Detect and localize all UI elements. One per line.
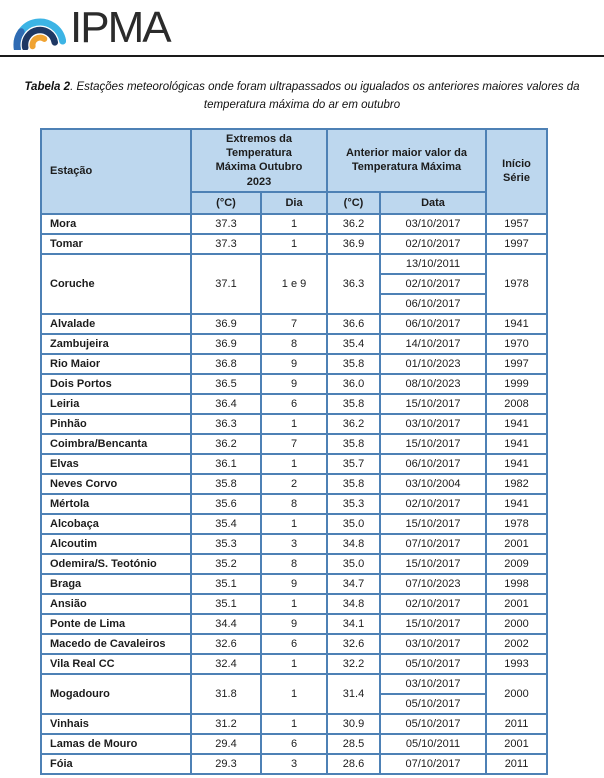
max-temp-cell: 36.1: [191, 454, 261, 474]
prev-temp-cell: 31.4: [327, 674, 380, 714]
series-start-cell: 1941: [486, 414, 547, 434]
prev-date-cell: 05/10/2017: [380, 694, 486, 714]
prev-temp-cell: 36.9: [327, 234, 380, 254]
prev-date-cell: 05/10/2017: [380, 714, 486, 734]
max-temp-cell: 36.3: [191, 414, 261, 434]
ipma-rainbow-icon: [8, 4, 66, 50]
table-caption-label: Tabela 2: [24, 81, 71, 93]
max-temp-cell: 29.4: [191, 734, 261, 754]
series-start-cell: 2009: [486, 554, 547, 574]
day-cell: 9: [261, 374, 327, 394]
table-row: [41, 734, 547, 754]
prev-date-cell: 15/10/2017: [380, 514, 486, 534]
prev-temp-cell: 32.6: [327, 634, 380, 654]
prev-temp-cell: 36.2: [327, 414, 380, 434]
header-group-extremes-2023: Extremos da Temperatura Máxima Outubro 2023: [191, 129, 327, 192]
prev-date-cell: 03/10/2004: [380, 474, 486, 494]
logo-arc-inner: [31, 37, 45, 47]
table-row: [41, 594, 547, 614]
series-start-cell: 1997: [486, 354, 547, 374]
max-temp-cell: 36.4: [191, 394, 261, 414]
table-row: [41, 754, 547, 774]
prev-date-cell: 05/10/2017: [380, 654, 486, 674]
day-cell: 1: [261, 594, 327, 614]
prev-date-cell: 06/10/2017: [380, 314, 486, 334]
max-temp-cell: 35.6: [191, 494, 261, 514]
max-temp-cell: 37.1: [191, 254, 261, 314]
day-cell: 1: [261, 674, 327, 714]
prev-temp-cell: 35.8: [327, 434, 380, 454]
prev-temp-cell: 30.9: [327, 714, 380, 734]
table-row: [41, 354, 547, 374]
stations-table: [40, 128, 548, 775]
prev-date-cell: 07/10/2017: [380, 534, 486, 554]
prev-date-cell: 13/10/2011: [380, 254, 486, 274]
day-cell: 9: [261, 614, 327, 634]
prev-temp-cell: 35.0: [327, 514, 380, 534]
station-cell: Lamas de Mouro: [41, 734, 191, 754]
prev-temp-cell: 34.8: [327, 594, 380, 614]
max-temp-cell: 34.4: [191, 614, 261, 634]
max-temp-cell: 37.3: [191, 214, 261, 234]
series-start-cell: 2011: [486, 714, 547, 734]
series-start-cell: 2000: [486, 614, 547, 634]
series-start-cell: 1999: [486, 374, 547, 394]
station-cell: Mértola: [41, 494, 191, 514]
table-row: [41, 614, 547, 634]
prev-date-cell: 03/10/2017: [380, 634, 486, 654]
prev-temp-cell: 36.3: [327, 254, 380, 314]
prev-date-cell: 01/10/2023: [380, 354, 486, 374]
table-row: [41, 454, 547, 474]
table-row: [41, 514, 547, 534]
series-start-cell: 1941: [486, 454, 547, 474]
series-start-cell: 1957: [486, 214, 547, 234]
series-start-cell: 2008: [486, 394, 547, 414]
series-start-cell: 2011: [486, 754, 547, 774]
table-row: [41, 474, 547, 494]
day-cell: 1: [261, 514, 327, 534]
table-row: [41, 414, 547, 434]
station-cell: Alvalade: [41, 314, 191, 334]
prev-date-cell: 05/10/2011: [380, 734, 486, 754]
series-start-cell: 1978: [486, 254, 547, 314]
prev-date-cell: 15/10/2017: [380, 434, 486, 454]
day-cell: 8: [261, 334, 327, 354]
prev-temp-cell: 35.8: [327, 474, 380, 494]
day-cell: 6: [261, 734, 327, 754]
day-cell: 6: [261, 394, 327, 414]
max-temp-cell: 35.1: [191, 594, 261, 614]
prev-date-cell: 03/10/2017: [380, 414, 486, 434]
header-extreme-day: Dia: [261, 192, 327, 214]
prev-date-cell: 06/10/2017: [380, 294, 486, 314]
series-start-cell: 1978: [486, 514, 547, 534]
station-cell: Ponte de Lima: [41, 614, 191, 634]
max-temp-cell: 35.8: [191, 474, 261, 494]
station-cell: Alcobaça: [41, 514, 191, 534]
header-previous-celsius: (°C): [327, 192, 380, 214]
table-row: [41, 574, 547, 594]
series-start-cell: 2002: [486, 634, 547, 654]
table-row: [41, 674, 547, 694]
max-temp-cell: 37.3: [191, 234, 261, 254]
max-temp-cell: 35.3: [191, 534, 261, 554]
prev-temp-cell: 32.2: [327, 654, 380, 674]
logo-wordmark: IPMA: [70, 3, 170, 52]
prev-date-cell: 02/10/2017: [380, 274, 486, 294]
station-cell: Braga: [41, 574, 191, 594]
station-cell: Zambujeira: [41, 334, 191, 354]
prev-temp-cell: 34.8: [327, 534, 380, 554]
stations-table-container: [40, 128, 604, 775]
table-row: [41, 534, 547, 554]
max-temp-cell: 29.3: [191, 754, 261, 774]
prev-temp-cell: 35.3: [327, 494, 380, 514]
series-start-cell: 1982: [486, 474, 547, 494]
day-cell: 1: [261, 214, 327, 234]
prev-temp-cell: 36.0: [327, 374, 380, 394]
day-cell: 8: [261, 554, 327, 574]
station-cell: Leiria: [41, 394, 191, 414]
max-temp-cell: 32.4: [191, 654, 261, 674]
table-row: [41, 234, 547, 254]
prev-date-cell: 07/10/2023: [380, 574, 486, 594]
ipma-logo: [8, 4, 170, 50]
prev-date-cell: 15/10/2017: [380, 394, 486, 414]
prev-temp-cell: 34.1: [327, 614, 380, 634]
station-cell: Alcoutim: [41, 534, 191, 554]
day-cell: 3: [261, 534, 327, 554]
prev-temp-cell: 36.2: [327, 214, 380, 234]
day-cell: 1: [261, 234, 327, 254]
series-start-cell: 2000: [486, 674, 547, 714]
series-start-cell: 1970: [486, 334, 547, 354]
table-row: [41, 654, 547, 674]
day-cell: 1: [261, 654, 327, 674]
series-start-cell: 1941: [486, 434, 547, 454]
day-cell: 2: [261, 474, 327, 494]
max-temp-cell: 35.1: [191, 574, 261, 594]
day-cell: 3: [261, 754, 327, 774]
series-start-cell: 2001: [486, 594, 547, 614]
station-cell: Macedo de Cavaleiros: [41, 634, 191, 654]
table-caption: [13, 79, 591, 115]
series-start-cell: 1941: [486, 494, 547, 514]
series-start-cell: 1941: [486, 314, 547, 334]
day-cell: 9: [261, 354, 327, 374]
table-header: [41, 129, 547, 214]
prev-date-cell: 07/10/2017: [380, 754, 486, 774]
prev-date-cell: 03/10/2017: [380, 674, 486, 694]
table-row: [41, 494, 547, 514]
max-temp-cell: 36.5: [191, 374, 261, 394]
max-temp-cell: 36.9: [191, 334, 261, 354]
station-cell: Fóia: [41, 754, 191, 774]
station-cell: Elvas: [41, 454, 191, 474]
station-cell: Coruche: [41, 254, 191, 314]
report-header: [0, 0, 604, 57]
prev-date-cell: 02/10/2017: [380, 594, 486, 614]
max-temp-cell: 32.6: [191, 634, 261, 654]
table-row: [41, 434, 547, 454]
prev-temp-cell: 28.5: [327, 734, 380, 754]
prev-temp-cell: 35.7: [327, 454, 380, 474]
prev-date-cell: 02/10/2017: [380, 234, 486, 254]
prev-date-cell: 14/10/2017: [380, 334, 486, 354]
prev-date-cell: 15/10/2017: [380, 554, 486, 574]
header-group-row: [41, 129, 547, 192]
max-temp-cell: 36.2: [191, 434, 261, 454]
table-caption-text: . Estações meteorológicas onde foram ultrapassados ou igualados os anteriores maiores valores da temperatura máxima do ar em outubro: [70, 81, 580, 111]
prev-date-cell: 02/10/2017: [380, 494, 486, 514]
table-row: [41, 314, 547, 334]
day-cell: 1 e 9: [261, 254, 327, 314]
series-start-cell: 2001: [486, 534, 547, 554]
header-start-series: Início Série: [486, 129, 547, 214]
table-row: [41, 334, 547, 354]
prev-temp-cell: 35.4: [327, 334, 380, 354]
day-cell: 1: [261, 714, 327, 734]
table-row: [41, 374, 547, 394]
station-cell: Dois Portos: [41, 374, 191, 394]
header-group-previous-max: Anterior maior valor da Temperatura Máxima: [327, 129, 486, 192]
day-cell: 6: [261, 634, 327, 654]
table-row: [41, 254, 547, 274]
prev-date-cell: 06/10/2017: [380, 454, 486, 474]
station-table-body: [41, 214, 547, 774]
header-station: Estação: [41, 129, 191, 214]
table-row: [41, 714, 547, 734]
prev-temp-cell: 35.0: [327, 554, 380, 574]
day-cell: 9: [261, 574, 327, 594]
station-cell: Coimbra/Bencanta: [41, 434, 191, 454]
prev-temp-cell: 36.6: [327, 314, 380, 334]
station-cell: Pinhão: [41, 414, 191, 434]
series-start-cell: 1993: [486, 654, 547, 674]
station-cell: Tomar: [41, 234, 191, 254]
table-row: [41, 554, 547, 574]
max-temp-cell: 31.2: [191, 714, 261, 734]
station-cell: Vila Real CC: [41, 654, 191, 674]
header-divider: [0, 55, 604, 57]
table-row: [41, 634, 547, 654]
station-cell: Neves Corvo: [41, 474, 191, 494]
day-cell: 7: [261, 314, 327, 334]
prev-temp-cell: 35.8: [327, 354, 380, 374]
prev-date-cell: 15/10/2017: [380, 614, 486, 634]
prev-temp-cell: 34.7: [327, 574, 380, 594]
header-extreme-celsius: (°C): [191, 192, 261, 214]
day-cell: 7: [261, 434, 327, 454]
day-cell: 8: [261, 494, 327, 514]
station-cell: Odemira/S. Teotónio: [41, 554, 191, 574]
series-start-cell: 1998: [486, 574, 547, 594]
max-temp-cell: 36.9: [191, 314, 261, 334]
station-cell: Mogadouro: [41, 674, 191, 714]
prev-temp-cell: 35.8: [327, 394, 380, 414]
max-temp-cell: 36.8: [191, 354, 261, 374]
prev-date-cell: 08/10/2023: [380, 374, 486, 394]
day-cell: 1: [261, 454, 327, 474]
series-start-cell: 1997: [486, 234, 547, 254]
max-temp-cell: 31.8: [191, 674, 261, 714]
prev-date-cell: 03/10/2017: [380, 214, 486, 234]
max-temp-cell: 35.2: [191, 554, 261, 574]
header-previous-date: Data: [380, 192, 486, 214]
station-cell: Rio Maior: [41, 354, 191, 374]
table-row: [41, 214, 547, 234]
station-cell: Ansião: [41, 594, 191, 614]
day-cell: 1: [261, 414, 327, 434]
prev-temp-cell: 28.6: [327, 754, 380, 774]
station-cell: Vinhais: [41, 714, 191, 734]
table-row: [41, 394, 547, 414]
series-start-cell: 2001: [486, 734, 547, 754]
max-temp-cell: 35.4: [191, 514, 261, 534]
station-cell: Mora: [41, 214, 191, 234]
